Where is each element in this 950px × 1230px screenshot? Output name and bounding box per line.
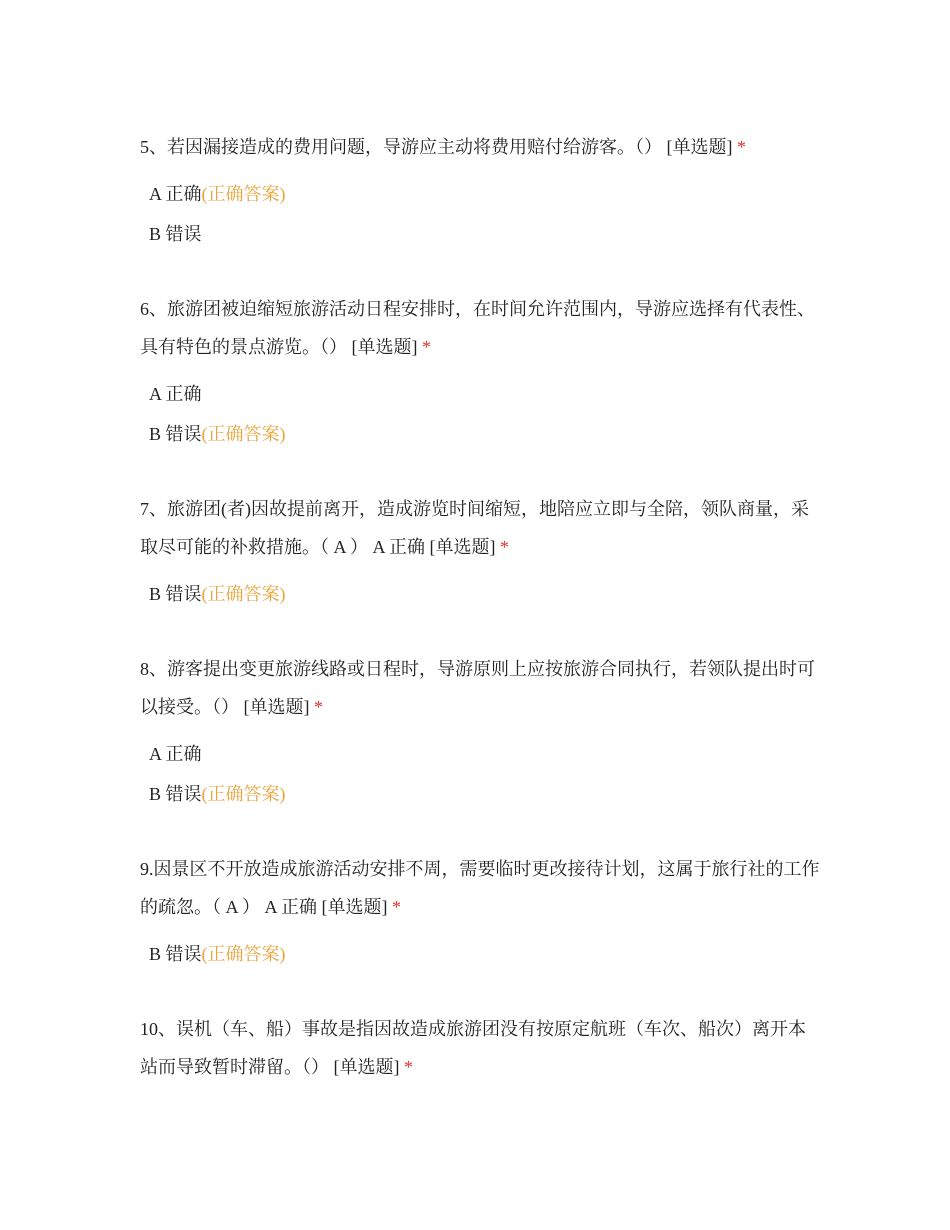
- option-a[interactable]: A 正确(正确答案): [149, 184, 286, 204]
- required-star: *: [392, 897, 401, 917]
- required-star: *: [314, 697, 323, 717]
- option-b[interactable]: B 错误(正确答案): [149, 584, 286, 604]
- question-5: [140, 128, 820, 254]
- question-text: 7、旅游团(者)因故提前离开，造成游览时间缩短，地陪应立即与全陪，领队商量，采取尽可能的补救措施。（ A ） A 正确 [单选题] *: [140, 499, 809, 557]
- question-text: 10、误机（车、船）事故是指因故造成旅游团没有按原定航班（车次、船次）离开本站而导致暂时滞留。（） [单选题] *: [140, 1019, 806, 1077]
- option-b[interactable]: B 错误: [149, 224, 202, 244]
- question-6: [140, 290, 820, 454]
- question-9: [140, 850, 820, 974]
- option-b[interactable]: B 错误(正确答案): [149, 784, 286, 804]
- required-star: *: [404, 1057, 413, 1077]
- question-text: 9.因景区不开放造成旅游活动安排不周，需要临时更改接待计划，这属于旅行社的工作的疏忽。（ A ） A 正确 [单选题] *: [140, 859, 820, 917]
- question-text: 6、旅游团被迫缩短旅游活动日程安排时，在时间允许范围内，导游应选择有代表性、具有特色的景点游览。（） [单选题] *: [140, 299, 815, 357]
- required-star: *: [737, 137, 746, 157]
- option-b[interactable]: B 错误(正确答案): [149, 424, 286, 444]
- option-a[interactable]: A 正确: [149, 384, 202, 404]
- question-text: 8、游客提出变更旅游线路或日程时，导游原则上应按旅游合同执行，若领队提出时可以接受。（） [单选题] *: [140, 659, 815, 717]
- required-star: *: [422, 337, 431, 357]
- question-8: [140, 650, 820, 814]
- question-7: [140, 490, 820, 614]
- correct-answer-mark: (正确答案): [201, 424, 286, 444]
- correct-answer-mark: (正确答案): [201, 184, 286, 204]
- option-a[interactable]: A 正确: [149, 744, 202, 764]
- question-10: [140, 1010, 820, 1086]
- correct-answer-mark: (正确答案): [201, 584, 286, 604]
- required-star: *: [500, 537, 509, 557]
- option-b[interactable]: B 错误(正确答案): [149, 944, 286, 964]
- question-text: 5、若因漏接造成的费用问题，导游应主动将费用赔付给游客。（） [单选题] *: [140, 137, 746, 157]
- correct-answer-mark: (正确答案): [201, 944, 286, 964]
- correct-answer-mark: (正确答案): [201, 784, 286, 804]
